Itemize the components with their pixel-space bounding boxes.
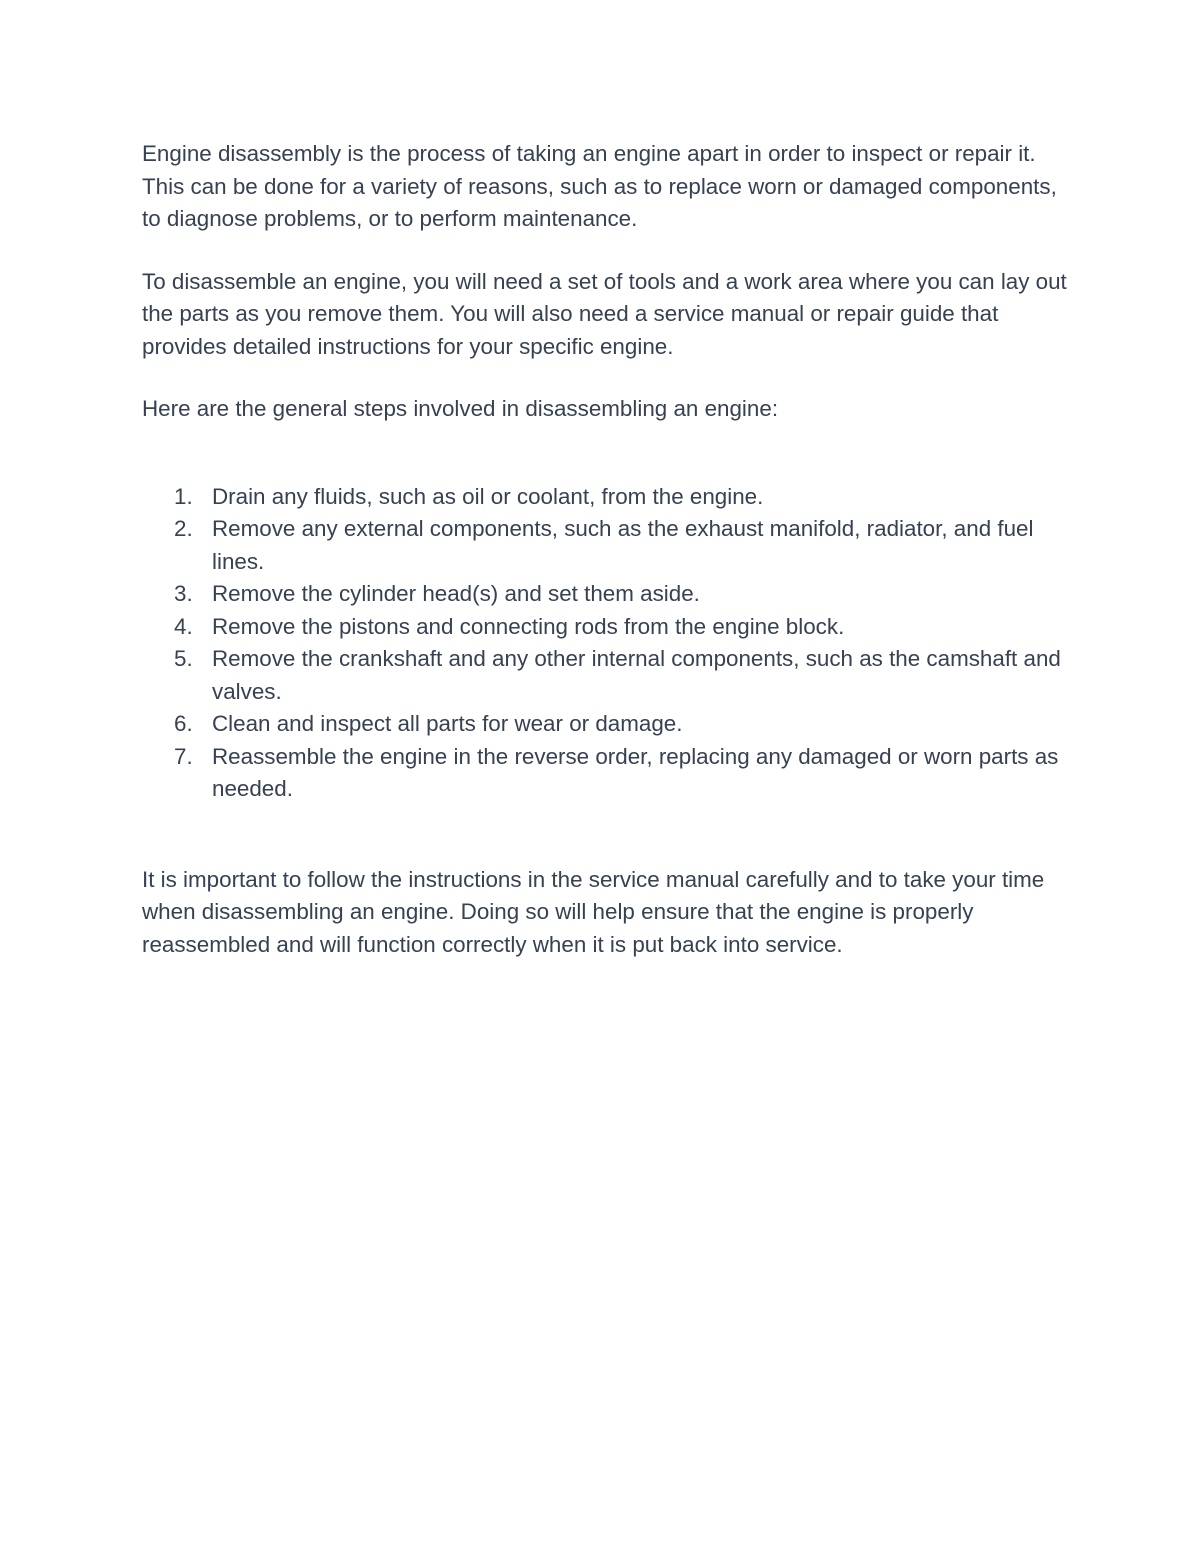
intro-paragraph: Engine disassembly is the process of taking an engine apart in order to inspect or repair it. This can be done for a variety of reasons, such as to replace worn or damaged components, to diagnose problems, or to perform maintenance.: [142, 141, 1057, 231]
steps-list: [142, 481, 1072, 806]
step-text: Remove any external components, such as the exhaust manifold, radiator, and fuel lines.: [212, 516, 1034, 574]
list-item: [142, 578, 1072, 611]
step-number: 4.: [174, 613, 193, 639]
step-text: Drain any fluids, such as oil or coolant, from the engine.: [212, 483, 764, 509]
step-text: Reassemble the engine in the reverse order, replacing any damaged or worn parts as needed.: [212, 743, 1059, 801]
list-item: [142, 708, 1072, 741]
list-item: [142, 643, 1072, 708]
document-body: [142, 138, 1072, 961]
step-text: Remove the pistons and connecting rods from the engine block.: [212, 613, 845, 639]
steps-intro-paragraph: Here are the general steps involved in disassembling an engine:: [142, 396, 779, 421]
tools-paragraph: To disassemble an engine, you will need a set of tools and a work area where you can lay out the parts as you remove them. You will also need a service manual or repair guide that provides detailed instructions for your specific engine.: [142, 268, 1067, 359]
step-number: 5.: [174, 646, 193, 671]
list-item: [142, 741, 1072, 806]
list-item: [142, 513, 1072, 578]
list-item: [142, 611, 1072, 644]
step-text: Remove the cylinder head(s) and set them aside.: [212, 581, 700, 606]
step-number: 3.: [174, 581, 193, 606]
closing-paragraph: It is important to follow the instructions in the service manual carefully and to take your time when disassembling an engine. Doing so will help ensure that the engine is properly reassembled and will function correctly when it is put back into service.: [142, 866, 1045, 957]
step-number: 7.: [174, 743, 193, 769]
step-number: 6.: [174, 711, 193, 736]
step-text: Remove the crankshaft and any other internal components, such as the camshaft and valves.: [212, 646, 1061, 704]
list-item: [142, 481, 1072, 514]
step-text: Clean and inspect all parts for wear or damage.: [212, 711, 683, 736]
step-number: 2.: [174, 516, 193, 541]
step-number: 1.: [174, 483, 193, 509]
